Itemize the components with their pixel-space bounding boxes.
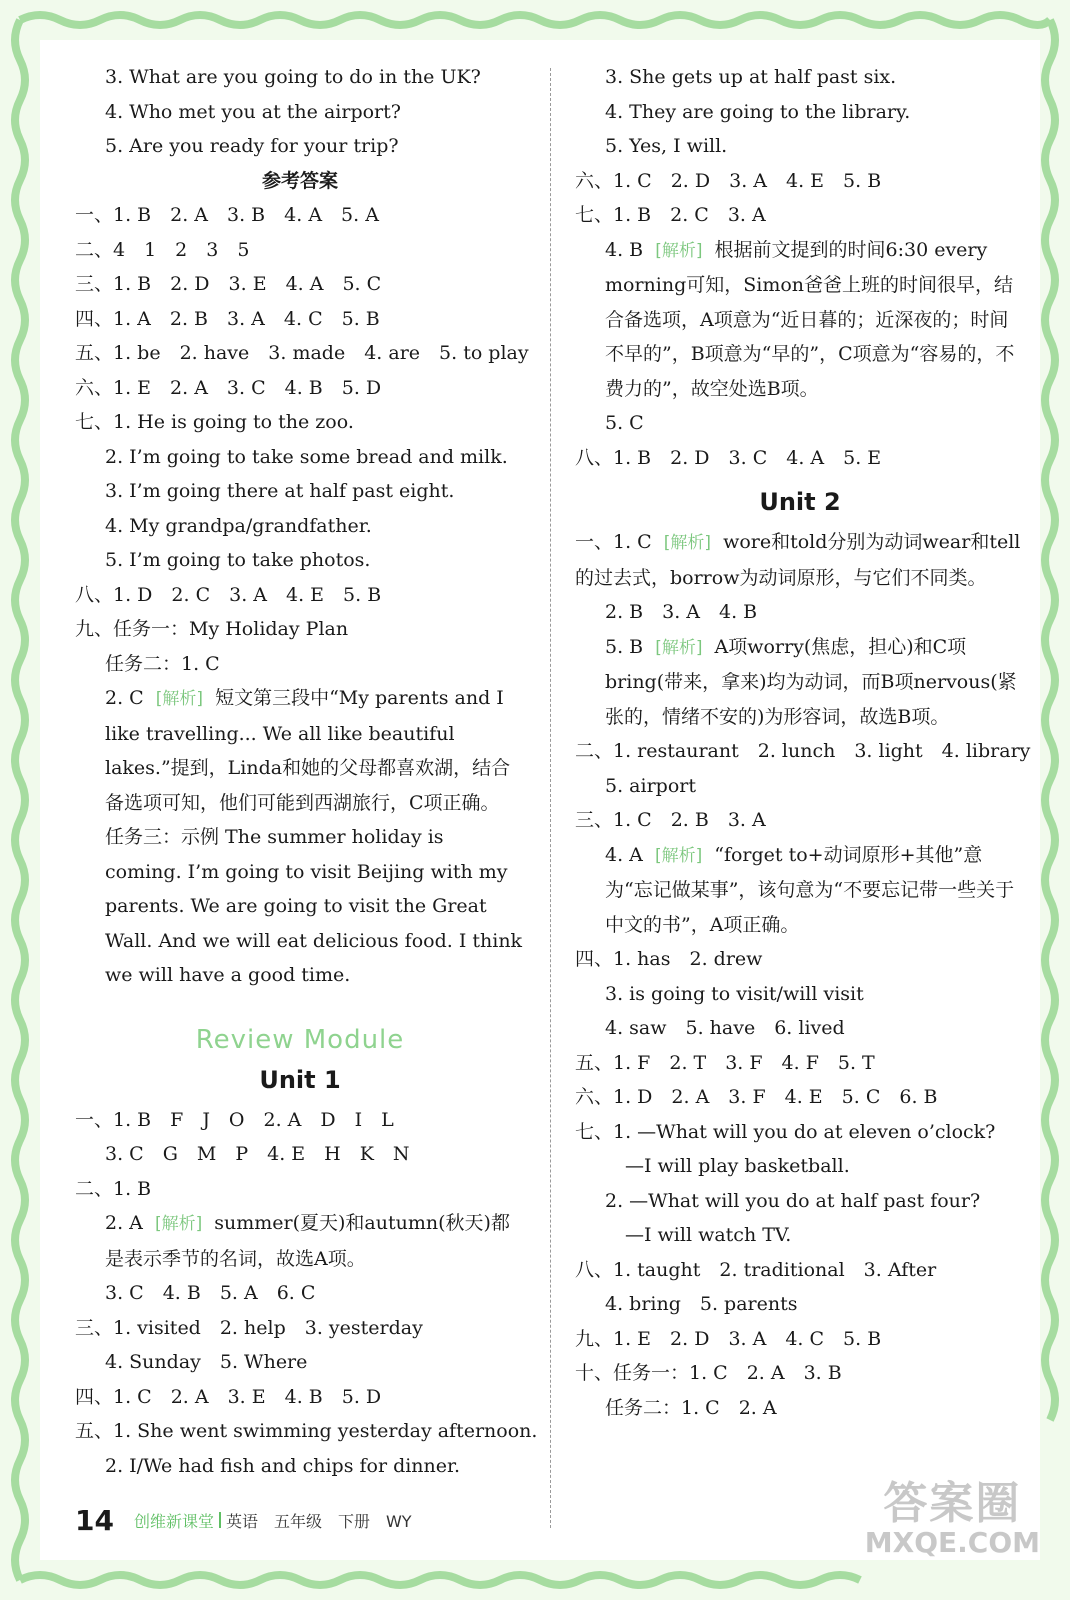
answer-line: 3. C G M P 4. E H K N	[105, 1143, 410, 1165]
answer-line: 八、1. taught 2. traditional 3. After	[575, 1258, 937, 1281]
answer-line: 四、1. A 2. B 3. A 4. C 5. B	[75, 307, 380, 330]
answer-line: 一、1. B F J O 2. A D I L	[75, 1108, 394, 1131]
answer-line: 4. They are going to the library.	[605, 100, 911, 123]
answer-line: 五、1. She went swimming yesterday afternoon.	[75, 1420, 538, 1442]
answer-line: 5. Yes, I will.	[605, 135, 728, 157]
answer-line: 三、1. C 2. B 3. A	[575, 809, 766, 831]
analysis-tag: [解析]	[663, 533, 712, 553]
answer-line: 2. —What will you do at half past four?	[605, 1189, 981, 1212]
answer-line: 任务二：1. C 2. A	[605, 1396, 777, 1419]
answer-line: 七、1. B 2. C 3. A	[575, 204, 766, 226]
subject-info: 英语 五年级 下册 WY	[225, 1511, 412, 1531]
explanation-block	[575, 233, 1025, 407]
right-column	[575, 60, 1031, 1425]
answer-line: 三、1. visited 2. help 3. yesterday	[75, 1316, 423, 1339]
answer-line: 2. B 3. A 4. B	[605, 601, 758, 623]
answer-line: —I will play basketball.	[625, 1155, 850, 1177]
analysis-text: “forget to+动词原形+其他”意为“忘记做某事”，该句意为“不要忘记带一些关于中文的书”，A项正确。	[605, 843, 1015, 936]
answer-page	[40, 40, 1040, 1560]
text-line: 5. Are you ready for your trip?	[105, 135, 399, 157]
answer-line: 五、1. F 2. T 3. F 4. F 5. T	[575, 1051, 875, 1074]
answer-line: 五、1. be 2. have 3. made 4. are 5. to play	[75, 342, 529, 364]
answer-line: 4. saw 5. have 6. lived	[605, 1017, 845, 1039]
answer-line: 一、1. B 2. A 3. B 4. A 5. A	[75, 204, 379, 226]
page-footer	[75, 1500, 412, 1540]
text-line: 4. Who met you at the airport?	[105, 100, 401, 123]
answer-number: 4. B	[605, 238, 644, 261]
answer-line: 4. Sunday 5. Where	[105, 1351, 308, 1373]
answer-line: 二、4 1 2 3 5	[75, 238, 250, 261]
answer-number: 2. C	[105, 687, 144, 709]
answer-line: 七、1. —What will you do at eleven o’clock?	[575, 1120, 996, 1143]
left-column	[75, 60, 538, 1483]
answer-line: 八、1. B 2. D 3. C 4. A 5. E	[575, 446, 882, 469]
analysis-tag: [解析]	[655, 637, 703, 658]
watermark-text: 答案圈	[883, 1478, 1022, 1529]
review-module-title: Review Module	[195, 1024, 405, 1055]
answer-line: 5. C	[605, 412, 644, 434]
answer-line: 4. bring 5. parents	[605, 1293, 798, 1315]
explanation-block	[75, 681, 525, 820]
answers-heading: 参考答案	[261, 169, 338, 192]
unit1-title: Unit 1	[259, 1065, 341, 1094]
page-number: 14	[75, 1503, 114, 1537]
analysis-text: wore和told分别为动词wear和tell的过去式，borrow为动词原形，与它们不同类。	[575, 531, 1021, 589]
answer-number: 5. B	[605, 635, 644, 658]
answer-line: —I will watch TV.	[625, 1224, 792, 1246]
series-name: 创维新课堂	[133, 1511, 214, 1531]
analysis-tag: [解析]	[654, 845, 703, 866]
answer-line: 2. I/We had fish and chips for dinner.	[105, 1454, 461, 1477]
answer-line: 3. She gets up at half past six.	[605, 66, 897, 88]
answer-line: 八、1. D 2. C 3. A 4. E 5. B	[75, 583, 382, 606]
column-divider	[550, 68, 551, 1528]
explanation-block	[75, 1206, 525, 1276]
answer-line: 六、1. D 2. A 3. F 4. E 5. C 6. B	[575, 1086, 938, 1108]
answer-line: 4. My grandpa/grandfather.	[105, 514, 372, 537]
watermark	[865, 1480, 1040, 1558]
explanation-block	[575, 630, 1025, 735]
explanation-block	[575, 838, 1025, 943]
analysis-text: 根据前文提到的时间6:30 every morning可知，Simon爸爸上班的时间很早，结合备选项，A项意为“近日暮的；近深夜的；时间不早的”，B项意为“早的”，C项意为“容易的，不费力的”，故空处选B项。	[605, 238, 1015, 400]
explanation-block	[575, 525, 1025, 595]
text-line: 3. What are you going to do in the UK?	[105, 66, 481, 88]
analysis-tag: [解析]	[154, 1214, 203, 1234]
answer-number: 4. A	[605, 843, 643, 866]
answer-line: 任务二：1. C	[105, 652, 220, 675]
analysis-text: 短文第三段中“My parents and I like travelling... We all like beautiful lakes.”提到，Linda和她的父母都喜欢湖，结合备选项可知，他们可能到西湖旅行，C项正确。	[105, 687, 511, 814]
answer-line: 六、1. C 2. D 3. A 4. E 5. B	[575, 169, 882, 192]
watermark-url: MXQE.COM	[864, 1526, 1040, 1559]
unit2-title: Unit 2	[759, 488, 841, 516]
answer-line: 六、1. E 2. A 3. C 4. B 5. D	[75, 376, 382, 399]
answer-line: 三、1. B 2. D 3. E 4. A 5. C	[75, 273, 382, 295]
answer-line: 2. I’m going to take some bread and milk.	[105, 445, 508, 468]
answer-line: 5. I’m going to take photos.	[105, 549, 371, 571]
answer-line: 3. I’m going there at half past eight.	[105, 480, 455, 502]
answer-line: 四、1. has 2. drew	[575, 948, 763, 970]
answer-line: 5. airport	[605, 774, 696, 797]
analysis-tag: [解析]	[655, 240, 703, 261]
answer-line: 四、1. C 2. A 3. E 4. B 5. D	[75, 1385, 382, 1408]
analysis-tag: [解析]	[155, 689, 204, 709]
analysis-text: A项worry(焦虑，担心)和C项bring(带来，拿来)均为动词，而B项nervous(紧张的，情绪不安的)为形容词，故选B项。	[605, 635, 1017, 728]
answer-line: 3. C 4. B 5. A 6. C	[105, 1282, 316, 1304]
answer-line: 3. is going to visit/will visit	[605, 982, 864, 1005]
sample-essay: 任务三：示例 The summer holiday is coming. I’m going to visit Beijing with my parents. We are going to visit the Great Wall. And we will eat delicious food. I think we will have a good time.	[105, 826, 523, 986]
answer-line: 二、1. B	[75, 1177, 152, 1200]
answer-number: 2. A	[105, 1212, 143, 1234]
answer-number: 一、1. C	[575, 531, 652, 553]
answer-line: 七、1. He is going to the zoo.	[75, 411, 354, 433]
answer-line: 九、1. E 2. D 3. A 4. C 5. B	[575, 1327, 882, 1350]
answer-line: 九、任务一：My Holiday Plan	[75, 618, 349, 640]
analysis-text: summer(夏天)和autumn(秋天)都是表示季节的名词，故选A项。	[105, 1212, 510, 1270]
answer-line: 二、1. restaurant 2. lunch 3. light 4. library	[575, 740, 1031, 762]
footer-separator	[219, 1512, 221, 1528]
answer-line: 十、任务一：1. C 2. A 3. B	[575, 1362, 842, 1384]
